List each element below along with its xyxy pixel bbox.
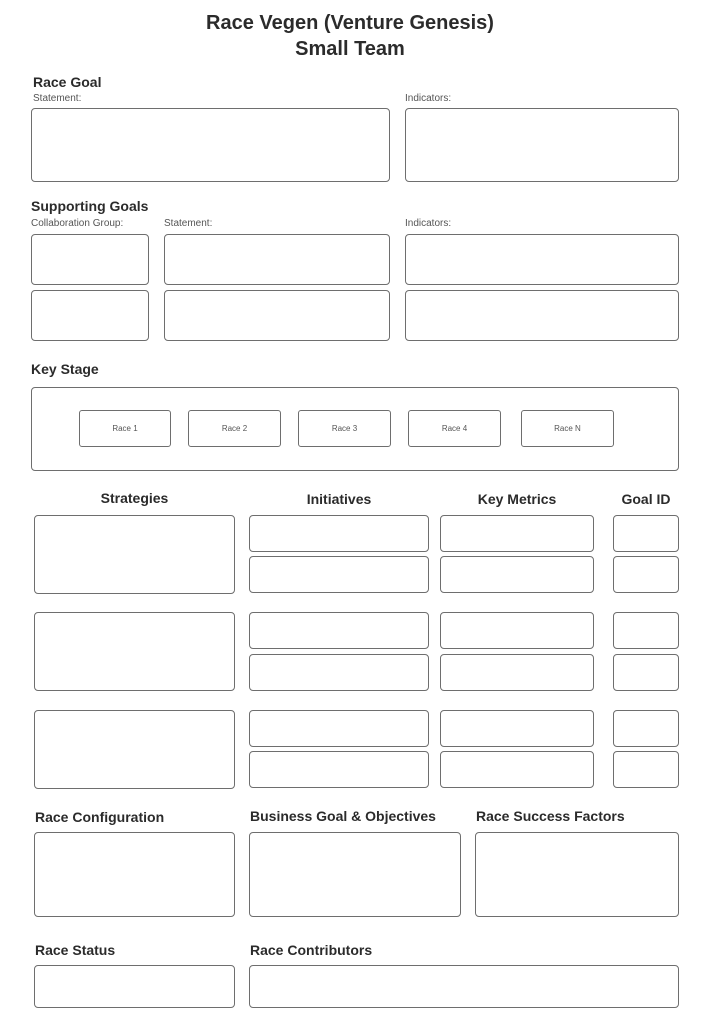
race-contributors-heading: Race Contributors xyxy=(250,942,373,958)
page-title: Race Vegen (Venture Genesis) xyxy=(206,12,494,34)
supporting-statement-field[interactable] xyxy=(164,234,390,285)
race-goal-indicators-label: Indicators: xyxy=(405,93,452,104)
initiative-field[interactable] xyxy=(249,612,429,649)
collaboration-group-label: Collaboration Group: xyxy=(31,218,124,229)
goal-id-field[interactable] xyxy=(613,654,679,691)
goal-id-field[interactable] xyxy=(613,751,679,788)
stage-race-2[interactable]: Race 2 xyxy=(188,410,281,447)
key-metric-field[interactable] xyxy=(440,710,594,747)
goal-id-header: Goal ID xyxy=(621,491,671,507)
initiatives-header: Initiatives xyxy=(306,491,372,507)
goal-id-field[interactable] xyxy=(613,515,679,552)
supporting-goals-heading: Supporting Goals xyxy=(31,198,149,214)
business-goal-heading: Business Goal & Objectives xyxy=(250,808,436,824)
race-success-factors-field[interactable] xyxy=(475,832,679,917)
supporting-indicators-label: Indicators: xyxy=(405,218,452,229)
business-goal-field[interactable] xyxy=(249,832,461,917)
race-goal-statement-field[interactable] xyxy=(31,108,390,182)
strategy-field[interactable] xyxy=(34,515,235,594)
stage-race-n[interactable]: Race N xyxy=(521,410,614,447)
key-metric-field[interactable] xyxy=(440,751,594,788)
supporting-statement-field[interactable] xyxy=(164,290,390,341)
key-metric-field[interactable] xyxy=(440,654,594,691)
race-configuration-field[interactable] xyxy=(34,832,235,917)
initiative-field[interactable] xyxy=(249,515,429,552)
race-goal-heading: Race Goal xyxy=(33,74,102,90)
race-status-heading: Race Status xyxy=(35,942,116,958)
initiative-field[interactable] xyxy=(249,556,429,593)
key-metric-field[interactable] xyxy=(440,556,594,593)
supporting-indicators-field[interactable] xyxy=(405,234,679,285)
initiative-field[interactable] xyxy=(249,710,429,747)
goal-id-field[interactable] xyxy=(613,612,679,649)
race-goal-statement-label: Statement: xyxy=(33,93,82,104)
race-success-factors-heading: Race Success Factors xyxy=(476,808,625,824)
initiative-field[interactable] xyxy=(249,654,429,691)
collaboration-group-field[interactable] xyxy=(31,234,149,285)
strategy-field[interactable] xyxy=(34,710,235,789)
initiative-field[interactable] xyxy=(249,751,429,788)
collaboration-group-field[interactable] xyxy=(31,290,149,341)
race-status-field[interactable] xyxy=(34,965,235,1008)
stage-race-1[interactable]: Race 1 xyxy=(79,410,171,447)
supporting-indicators-field[interactable] xyxy=(405,290,679,341)
goal-id-field[interactable] xyxy=(613,556,679,593)
stage-race-4[interactable]: Race 4 xyxy=(408,410,501,447)
stage-race-3[interactable]: Race 3 xyxy=(298,410,391,447)
race-contributors-field[interactable] xyxy=(249,965,679,1008)
race-goal-indicators-field[interactable] xyxy=(405,108,679,182)
key-metric-field[interactable] xyxy=(440,612,594,649)
race-configuration-heading: Race Configuration xyxy=(35,809,165,825)
supporting-statement-label: Statement: xyxy=(164,218,213,229)
key-metric-field[interactable] xyxy=(440,515,594,552)
page-subtitle: Small Team xyxy=(295,38,405,60)
strategy-field[interactable] xyxy=(34,612,235,691)
goal-id-field[interactable] xyxy=(613,710,679,747)
key-stage-heading: Key Stage xyxy=(31,361,99,377)
strategies-header: Strategies xyxy=(100,490,169,506)
key-metrics-header: Key Metrics xyxy=(477,491,557,507)
